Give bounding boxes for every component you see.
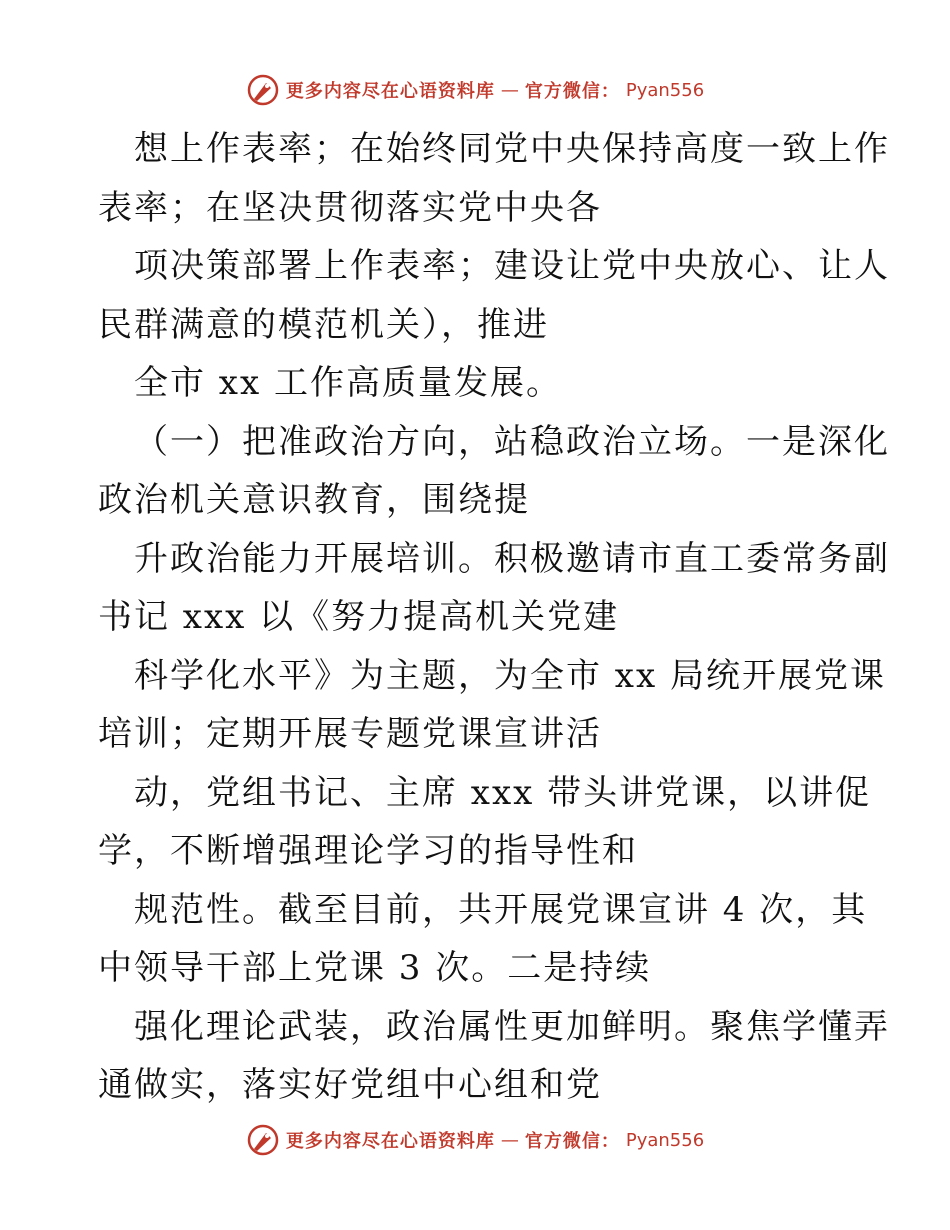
watermark-id: Pyan556 xyxy=(625,1129,705,1151)
body-line: 动，党组书记、主席 xxx 带头讲党课，以讲促 xyxy=(134,772,872,813)
footer-watermark xyxy=(0,1120,950,1160)
body-line: 表率；在坚决贯彻落实党中央各 xyxy=(98,187,602,228)
body-line: 全市 xx 工作高质量发展。 xyxy=(134,363,562,403)
body-line: 书记 xxx 以《努力提高机关党建 xyxy=(98,597,620,637)
document-body xyxy=(98,120,890,1115)
watermark-id: Pyan556 xyxy=(625,79,705,101)
body-line: 科学化水平》为主题，为全市 xx 局统开展党课 xyxy=(134,655,886,696)
body-line: 升政治能力开展培训。积极邀请市直工委常务副 xyxy=(134,538,890,579)
body-line: 民群满意的模范机关），推进 xyxy=(98,304,549,345)
body-line: 政治机关意识教育，围绕提 xyxy=(98,480,530,520)
watermark-label: 官方微信： xyxy=(524,81,620,102)
body-line: 中领导干部上党课 3 次。二是持续 xyxy=(98,948,652,988)
body-line: 想上作表率；在始终同党中央保持高度一致上作 xyxy=(134,129,890,169)
body-line: 学，不断增强理论学习的指导性和 xyxy=(98,831,638,871)
pen-nib-icon xyxy=(246,1123,280,1157)
watermark-prefix: 更多内容尽在心语资料库 xyxy=(285,81,495,102)
body-line: 强化理论武装，政治属性更加鲜明。聚焦学懂弄 xyxy=(134,1006,890,1047)
header-watermark xyxy=(0,70,950,110)
body-line: 培训；定期开展专题党课宣讲活 xyxy=(98,714,602,754)
watermark-dash: — xyxy=(500,79,519,101)
watermark-dash: — xyxy=(500,1129,519,1151)
watermark-label: 官方微信： xyxy=(524,1131,620,1152)
pen-nib-icon xyxy=(246,73,280,107)
body-line: 通做实，落实好党组中心组和党 xyxy=(98,1065,602,1105)
body-line: （一）把准政治方向，站稳政治立场。一是深化 xyxy=(134,421,890,462)
body-line: 项决策部署上作表率；建设让党中央放心、让人 xyxy=(134,246,890,286)
body-line: 规范性。截至目前，共开展党课宣讲 4 次，其 xyxy=(134,889,868,930)
watermark-prefix: 更多内容尽在心语资料库 xyxy=(285,1131,495,1152)
